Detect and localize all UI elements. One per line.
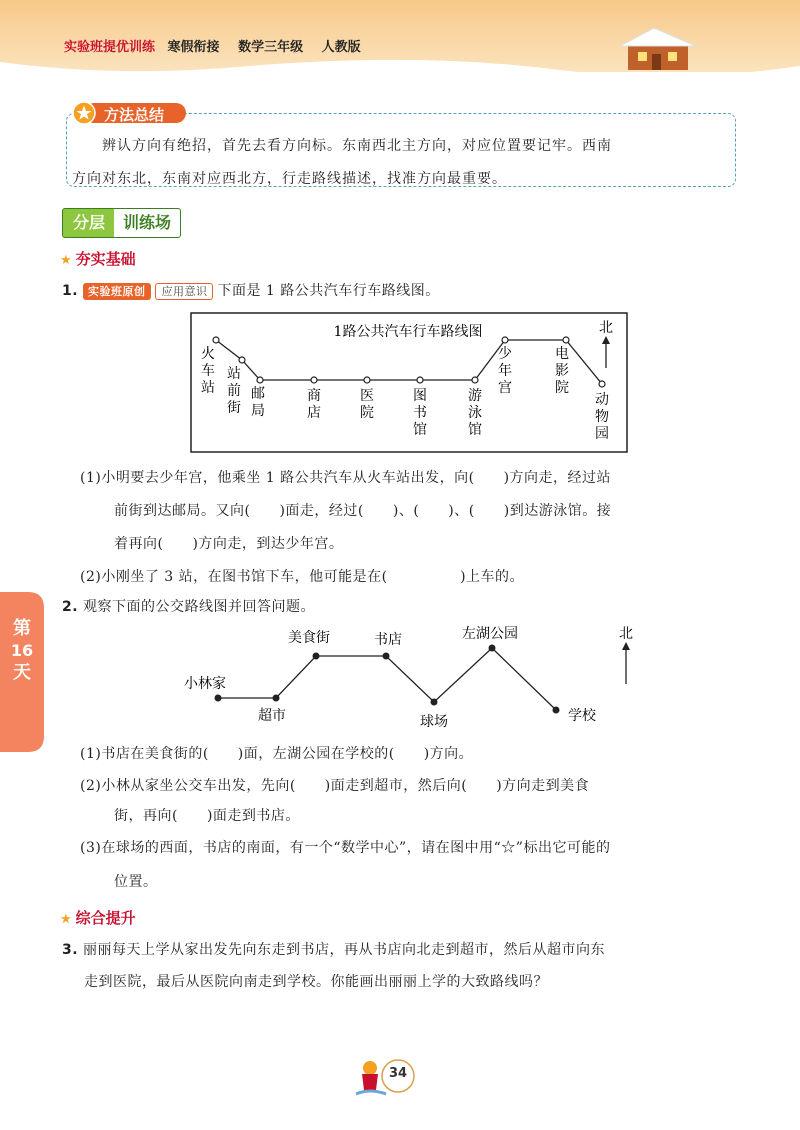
section-title-part-b: 训练场	[114, 208, 181, 238]
page-number: 34	[388, 1066, 408, 1081]
map1-label-yiyuan: 医院	[360, 388, 374, 421]
map1-stop-huochezhan	[213, 337, 219, 343]
map1-stop-dianyingyuan	[563, 337, 569, 343]
map2-stop-meishijie	[313, 653, 320, 660]
map1-stop-tushuguan	[417, 377, 423, 383]
q2-text: 观察下面的公交路线图并回答问题。	[83, 599, 316, 615]
method-summary-line2: 方向对东北，东南对应西北方，行走路线描述，找准方向最重要。	[72, 171, 507, 187]
q2-part3-line1: (3)在球场的西面，书店的南面，有一个“数学中心”，请在图中用“☆”标出它可能的	[80, 840, 611, 856]
map1-stop-shaoniangong	[502, 337, 508, 343]
header-title	[64, 36, 361, 55]
q3-line2: 走到医院，最后从医院向南走到学校。你能画出丽丽上学的大致路线吗？	[84, 974, 548, 990]
q1-part1-line1: (1)小明要去少年宫，他乘坐 1 路公共汽车从火车站出发，向( )方向走，经过站	[80, 470, 612, 486]
method-summary-title: 方法总结	[104, 106, 165, 124]
advanced-subtitle-text: 综合提升	[75, 909, 136, 927]
header-subject: 数学三年级	[238, 40, 304, 55]
map1-north-label: 北	[599, 320, 613, 336]
q2-number: 2.	[62, 599, 79, 615]
map1-stop-shangdian	[311, 377, 317, 383]
basic-subtitle	[60, 248, 136, 269]
map2-label-shudian: 书店	[374, 632, 402, 648]
map1-label-zhanqianjie: 站前街	[227, 366, 241, 416]
map2-label-xuexiao: 学校	[568, 708, 596, 724]
map2-label-meishijie: 美食街	[288, 630, 330, 646]
star-icon: ★	[60, 253, 72, 268]
map1-label-dianyingyuan: 电影院	[555, 346, 569, 396]
bus-route-map-1	[190, 312, 630, 454]
map1-label-shangdian: 商店	[307, 388, 321, 421]
map1-stop-youju	[257, 377, 263, 383]
map1-label-shaoniangong: 少年宫	[498, 346, 512, 396]
map1-label-huochezhan: 火车站	[201, 346, 215, 396]
map2-stop-zuohugongyuan	[489, 645, 496, 652]
q3-number: 3.	[62, 942, 79, 958]
day-side-tab-text	[8, 618, 36, 684]
map2-stop-shudian	[383, 653, 390, 660]
map1-label-youyongguan: 游泳馆	[468, 388, 482, 438]
header-edition: 人教版	[321, 40, 361, 55]
map2-stop-chaoshi	[273, 695, 280, 702]
basic-subtitle-text: 夯实基础	[75, 250, 136, 268]
map1-stop-dongwuyuan	[599, 381, 605, 387]
q1-part1-line3: 着再向( )方向走，到达少年宫。	[114, 536, 344, 552]
map2-north-label: 北	[619, 626, 633, 642]
map1-stop-yiyuan	[364, 377, 370, 383]
map2-label-qiuchang: 球场	[420, 714, 448, 730]
method-summary-text	[72, 130, 732, 196]
q3-line1-row	[62, 934, 605, 967]
q1-tag-application: 应用意识	[155, 283, 213, 300]
map2-label-chaoshi: 超市	[258, 708, 286, 724]
q1-text: 下面是 1 路公共汽车行车路线图。	[217, 283, 440, 299]
q1-number: 1.	[62, 283, 79, 299]
star-icon: ★	[60, 912, 72, 927]
method-summary-line1: 辨认方向有绝招，首先去看方向标。东南西北主方向，对应位置要记牢。西南	[102, 138, 612, 154]
q2-part2-line1: (2)小林从家坐公交车出发，先向( )面走到超市，然后向( )方向走到美食	[80, 778, 590, 794]
north-arrow-icon	[622, 642, 630, 684]
section-title	[62, 208, 178, 236]
map1-title: 1路公共汽车行车路线图	[333, 324, 483, 340]
q2-part1-line1: (1)书店在美食街的( )面，左湖公园在学校的( )方向。	[80, 746, 474, 762]
map2-stop-xiaolinjia	[215, 695, 222, 702]
header-brand: 实验班提优训练	[64, 40, 156, 55]
map1-label-dongwuyuan: 动物园	[595, 392, 609, 442]
header-subtitle: 寒假衔接	[167, 40, 220, 55]
map1-label-youju: 邮局	[251, 386, 265, 419]
q3-line1: 丽丽每天上学从家出发先向东走到书店，再从书店向北走到超市，然后从超市向东	[83, 942, 606, 958]
map2-label-zuohugongyuan: 左湖公园	[462, 626, 518, 642]
q2-part3-line2: 位置。	[114, 874, 158, 890]
map2-stop-qiuchang	[431, 699, 438, 706]
map1-label-tushuguan: 图书馆	[413, 388, 427, 438]
map1-stop-zhanqianjie	[239, 357, 245, 363]
q1-part2-line1: (2)小刚坐了 3 站，在图书馆下车，他可能是在( )上车的。	[80, 569, 525, 585]
bus-route-map-2	[180, 618, 650, 738]
q1-tag-original: 实验班原创	[83, 283, 151, 300]
day-side-tab-char: 第 16 天	[10, 618, 34, 683]
advanced-subtitle	[60, 907, 136, 928]
q1-header	[62, 275, 440, 308]
map2-stop-xuexiao	[553, 707, 560, 714]
section-title-part-a: 分层	[62, 208, 116, 238]
q1-part1-line2: 前街到达邮局。又向( )面走，经过( )、( )、( )到达游泳馆。接	[114, 503, 612, 519]
map2-label-xiaolinjia: 小林家	[184, 676, 226, 692]
q2-part2-line2: 街，再向( )面走到书店。	[114, 808, 300, 824]
map1-stop-youyongguan	[472, 377, 478, 383]
